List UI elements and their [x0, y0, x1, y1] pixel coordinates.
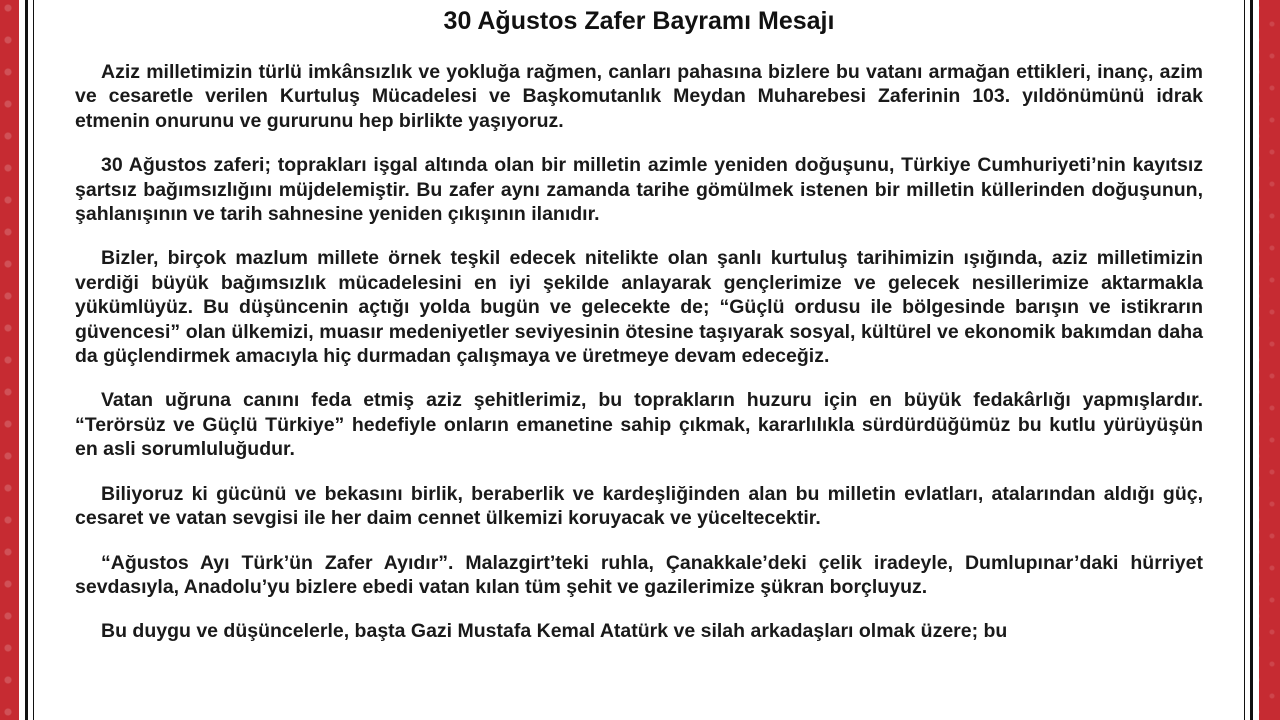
paragraph-4: Vatan uğruna canını feda etmiş aziz şehitlerimiz, bu toprakların huzuru için en büyük fedakârlığı yapmışlardır. “Terörsüz ve Güçlü Türkiye” hedefiyle onların emanetine sahip çıkmak, kararlılıkla sürdürdüğümüz bu kutlu yürüyüşün en asli sorumluluğudur.: [75, 389, 1203, 461]
paragraph-5: Biliyoruz ki gücünü ve bekasını birlik, beraberlik ve kardeşliğinden alan bu milletin evlatları, atalarından aldığı güç, cesaret ve vatan sevgisi ile her daim cennet ülkemizi koruyacak ve yüceltecektir.: [75, 482, 1203, 530]
paragraph-2: 30 Ağustos zaferi; toprakları işgal altında olan bir milletin azimle yeniden doğuşunu, Türkiye Cumhuriyeti’nin kayıtsız şartsız bağımsızlığını müjdelemiştir. Bu zafer aynı zamanda tarihe gömülmek istenen bir milletin küllerinden doğuşunun, şahlanışının ve tarih sahnesine yeniden çıkışının ilanıdır.: [75, 154, 1203, 226]
message-body: [75, 60, 1203, 644]
paragraph-7: Bu duygu ve düşüncelerle, başta Gazi Mustafa Kemal Atatürk ve silah arkadaşları olmak üzere; bu: [101, 620, 1008, 643]
paragraph-6: “Ağustos Ayı Türk’ün Zafer Ayıdır”. Malazgirt’teki ruhla, Çanakkale’deki çelik iradeyle, Dumlupınar’daki hürriyet sevdasıyla, Anadolu’yu bizlere ebedi vatan kılan tüm şehit ve gazilerimize şükran borçluyuz.: [75, 551, 1203, 598]
paragraph-1: Aziz milletimizin türlü imkânsızlık ve yokluğa rağmen, canları pahasına bizlere bu vatanı armağan ettikleri, inanç, azim ve cesaretle verilen Kurtuluş Mücadelesi ve Başkomutanlık Meydan Muharebesi Zaferinin 103. yıldönümünü idrak etmenin onurunu ve gururunu hep birlikte yaşıyoruz.: [75, 61, 1203, 132]
paragraph-3: Bizler, birçok mazlum millete örnek teşkil edecek nitelikte olan şanlı kurtuluş tarihimizin ışığında, aziz milletimizin verdiği büyük bağımsızlık mücadelesini en iyi şekilde anlayarak gençlerimize ve gelecek nesillerimize aktarmakla yükümlüyüz. Bu düşüncenin açtığı yolda bugün ve gelecekte de; “Güçlü ordusu ile bölgesinde barışın ve istikrarın güvencesi” olan ülkemizi, muasır medeniyetler seviyesinin ötesine taşıyarak sosyal, kültürel ve ekonomik bakımdan daha da güçlendirmek amacıyla hiç durmadan çalışmaya ve üretmeye devam edeceğiz.: [75, 247, 1203, 368]
message-card: [19, 0, 1259, 720]
document-title: 30 Ağustos Zafer Bayramı Mesajı: [443, 7, 835, 35]
